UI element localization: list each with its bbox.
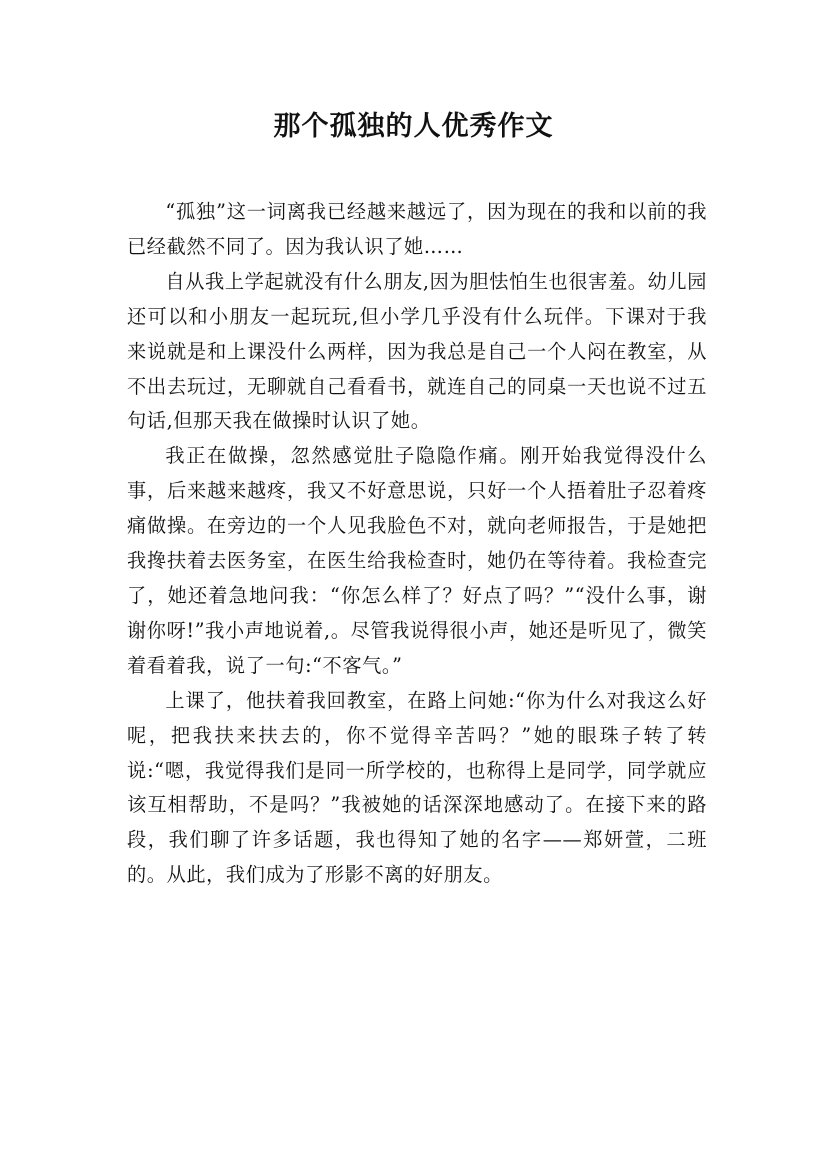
paragraph-4: 上课了，他扶着我回教室，在路上问她:“你为什么对我这么好呢，把我扶来扶去的，你不觉得辛苦吗？”她的眼珠子转了转说:“嗯，我觉得我们是同一所学校的，也称得上是同学，同学就应该互相帮助，不是吗？”我被她的话深深地感动了。在接下来的路段，我们聊了许多话题，我也得知了她的名字——郑妍萱，二班的。从此，我们成为了形影不离的好朋友。 [127, 688, 707, 887]
paragraph-1: “孤独”这一词离我已经越来越远了，因为现在的我和以前的我已经截然不同了。因为我认识了她…… [127, 200, 707, 258]
paragraph-2: 自从我上学起就没有什么朋友,因为胆怯怕生也很害羞。幼儿园还可以和小朋友一起玩玩,但小学几乎没有什么玩伴。下课对于我来说就是和上课没什么两样，因为我总是自己一个人闷在教室，从不出去玩过，无聊就自己看看书，就连自己的同桌一天也说不过五句话,但那天我在做操时认识了她。 [127, 269, 707, 433]
paragraph-3: 我正在做操，忽然感觉肚子隐隐作痛。刚开始我觉得没什么事，后来越来越疼，我又不好意思说，只好一个人捂着肚子忍着疼痛做操。在旁边的一个人见我脸色不对，就向老师报告，于是她把我搀扶着去医务室，在医生给我检查时，她仍在等待着。我检查完了，她还着急地问我：“你怎么样了？好点了吗？”“没什么事，谢谢你呀!”我小声地说着,。尽管我说得很小声，她还是听见了，微笑着看着我，说了一句:“不客气。” [127, 444, 707, 677]
document-title: 那个孤独的人优秀作文 [273, 111, 554, 142]
document-body [127, 195, 707, 893]
